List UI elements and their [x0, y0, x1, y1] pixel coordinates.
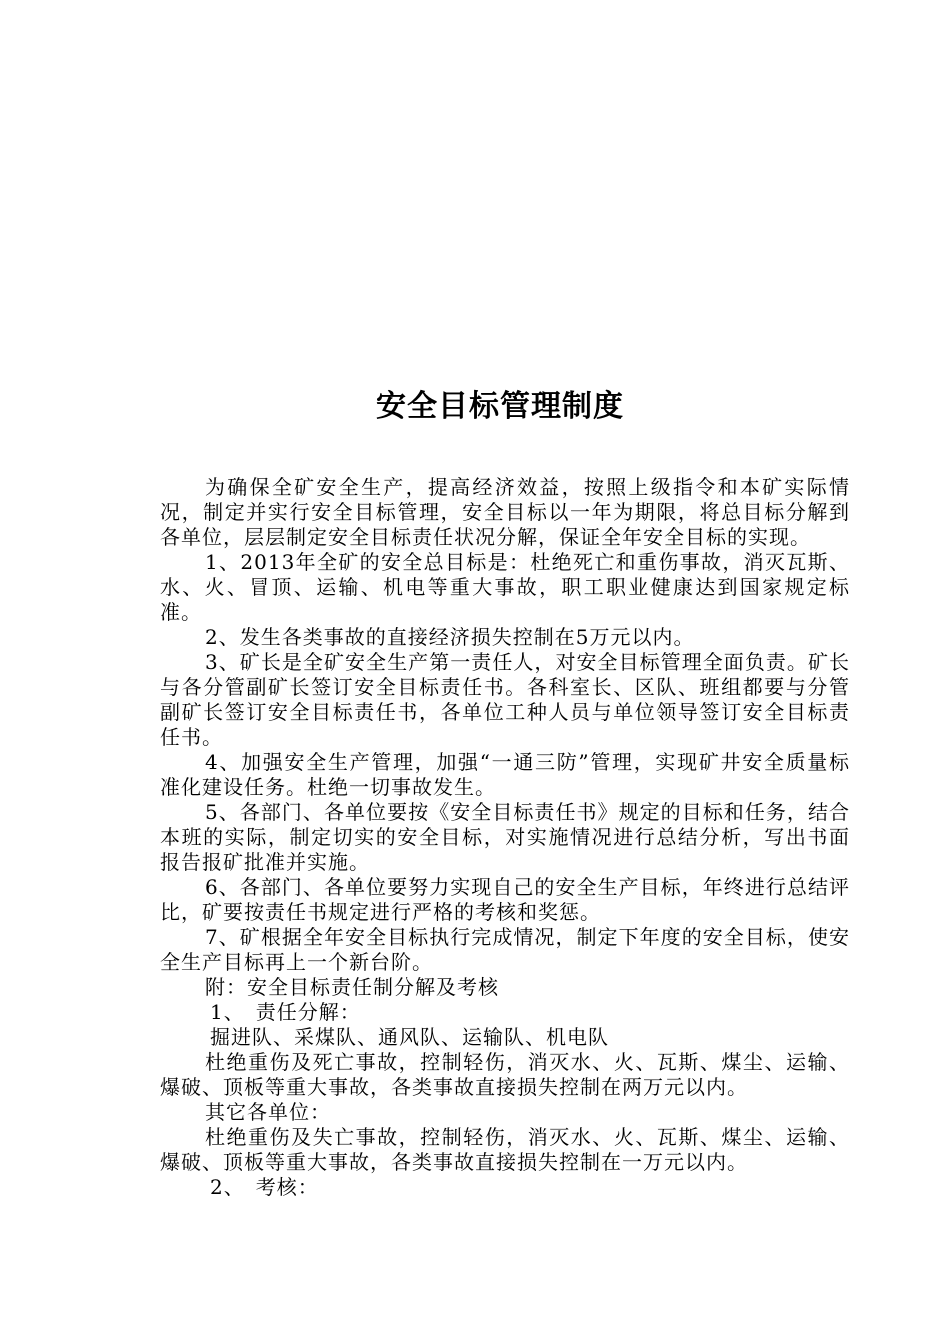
goal-item-1: 1、2013年全矿的安全总目标是：杜绝死亡和重伤事故，消灭瓦斯、水、火、冒顶、运输、机电等重大事故，职工职业健康达到国家规定标准。 — [160, 550, 850, 624]
other-units-heading: 其它各单位： — [205, 1100, 331, 1124]
goal-item-4: 4、加强安全生产管理，加强“一通三防”管理，实现矿井安全质量标准化建设任务。杜绝一切事故发生。 — [160, 750, 850, 799]
intro-paragraph: 为确保全矿安全生产，提高经济效益，按照上级指令和本矿实际情况，制定并实行安全目标管理，安全目标以一年为期限，将总目标分解到各单位，层层制定安全目标责任状况分解，保证全年安全目标的实现。 — [160, 475, 850, 549]
appendix-heading: 附：安全目标责任制分解及考核 — [205, 975, 499, 999]
goal-item-7: 7、矿根据全年安全目标执行完成情况，制定下年度的安全目标，使安全生产目标再上一个新台阶。 — [160, 925, 850, 974]
goal-item-2: 2、发生各类事故的直接经济损失控制在5万元以内。 — [205, 625, 695, 649]
document-body — [160, 475, 850, 1200]
goal-item-6: 6、各部门、各单位要努力实现自己的安全生产目标，年终进行总结评比，矿要按责任书规定进行严格的考核和奖惩。 — [160, 875, 850, 924]
goal-item-3: 3、矿长是全矿安全生产第一责任人，对安全目标管理全面负责。矿长与各分管副矿长签订安全目标责任书。各科室长、区队、班组都要与分管副矿长签订安全目标责任书，各单位工种人员与单位领导签订安全目标责任书。 — [160, 650, 850, 749]
section-responsibility-heading: 1、 责任分解： — [210, 1000, 361, 1024]
other-units-requirement: 杜绝重伤及失亡事故，控制轻伤，消灭水、火、瓦斯、煤尘、运输、爆破、顶板等重大事故，各类事故直接损失控制在一万元以内。 — [160, 1125, 850, 1174]
document-title: 安全目标管理制度 — [376, 389, 624, 424]
goal-item-5: 5、各部门、各单位要按《安全目标责任书》规定的目标和任务，结合本班的实际，制定切实的安全目标，对实施情况进行总结分析，写出书面报告报矿批准并实施。 — [160, 800, 850, 874]
units-list: 掘进队、采煤队、通风队、运输队、机电队 — [210, 1025, 609, 1049]
units-requirement: 杜绝重伤及死亡事故，控制轻伤，消灭水、火、瓦斯、煤尘、运输、爆破、顶板等重大事故，各类事故直接损失控制在两万元以内。 — [160, 1050, 850, 1099]
section-assessment-heading: 2、 考核： — [210, 1175, 319, 1199]
